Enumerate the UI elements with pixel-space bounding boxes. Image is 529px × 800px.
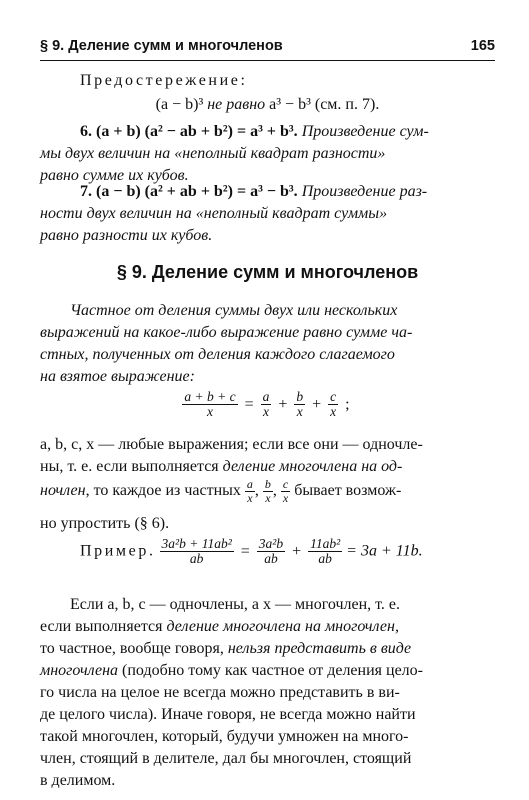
warning-formula: (a − b)³ не равно a³ − b³ (см. п. 7). bbox=[155, 96, 380, 113]
page-number: 165 bbox=[470, 38, 495, 54]
page-header bbox=[40, 38, 495, 60]
section-heading: § 9. Деление сумм и многочленов bbox=[116, 262, 419, 282]
fraction: $\frac{\text{11ab²}}{ab}$ bbox=[310, 536, 341, 567]
sum-division-formula: $\frac{a + b + c}{x}$ = $\frac{a}{x}$ + $\frac{b}{x}$ + $\frac{c}{x}$ ; bbox=[184, 389, 350, 420]
example-label: Пример. bbox=[80, 542, 156, 560]
fraction: $\frac{a}{x}$ bbox=[262, 389, 270, 420]
running-title: § 9. Деление сумм и многочленов bbox=[40, 38, 283, 54]
fraction: $\frac{\text{3a²b}}{ab}$ bbox=[258, 536, 284, 567]
fraction: $\frac{b}{x}$ bbox=[296, 389, 304, 420]
identity-7-formula: 7. (a − b) (a² + ab + b²) = a³ − b³. bbox=[80, 183, 298, 200]
fraction: $\frac{c}{x}$ bbox=[330, 389, 337, 420]
fraction: $\frac{\text{3a²b + 11ab²}}{ab}$ bbox=[161, 536, 232, 567]
fraction: $\frac{a}{x}$ bbox=[246, 477, 253, 505]
fraction: $\frac{c}{x}$ bbox=[282, 477, 289, 505]
example: Пример. $\frac{\text{3a²b + 11ab²}}{ab}$ = $\frac{\text{3a²b}}{ab}$ + $\frac{\text{11ab²}}{ab}$ = 3a + 11b. bbox=[80, 536, 423, 567]
header-rule bbox=[40, 60, 495, 61]
identity-6-formula: 6. (a + b) (a² − ab + b²) = a³ + b³. bbox=[80, 123, 298, 140]
fraction: $\frac{a + b + c}{x}$ bbox=[184, 389, 236, 420]
warning-label: Предостережение: bbox=[80, 72, 248, 89]
fraction: $\frac{b}{x}$ bbox=[264, 477, 271, 505]
